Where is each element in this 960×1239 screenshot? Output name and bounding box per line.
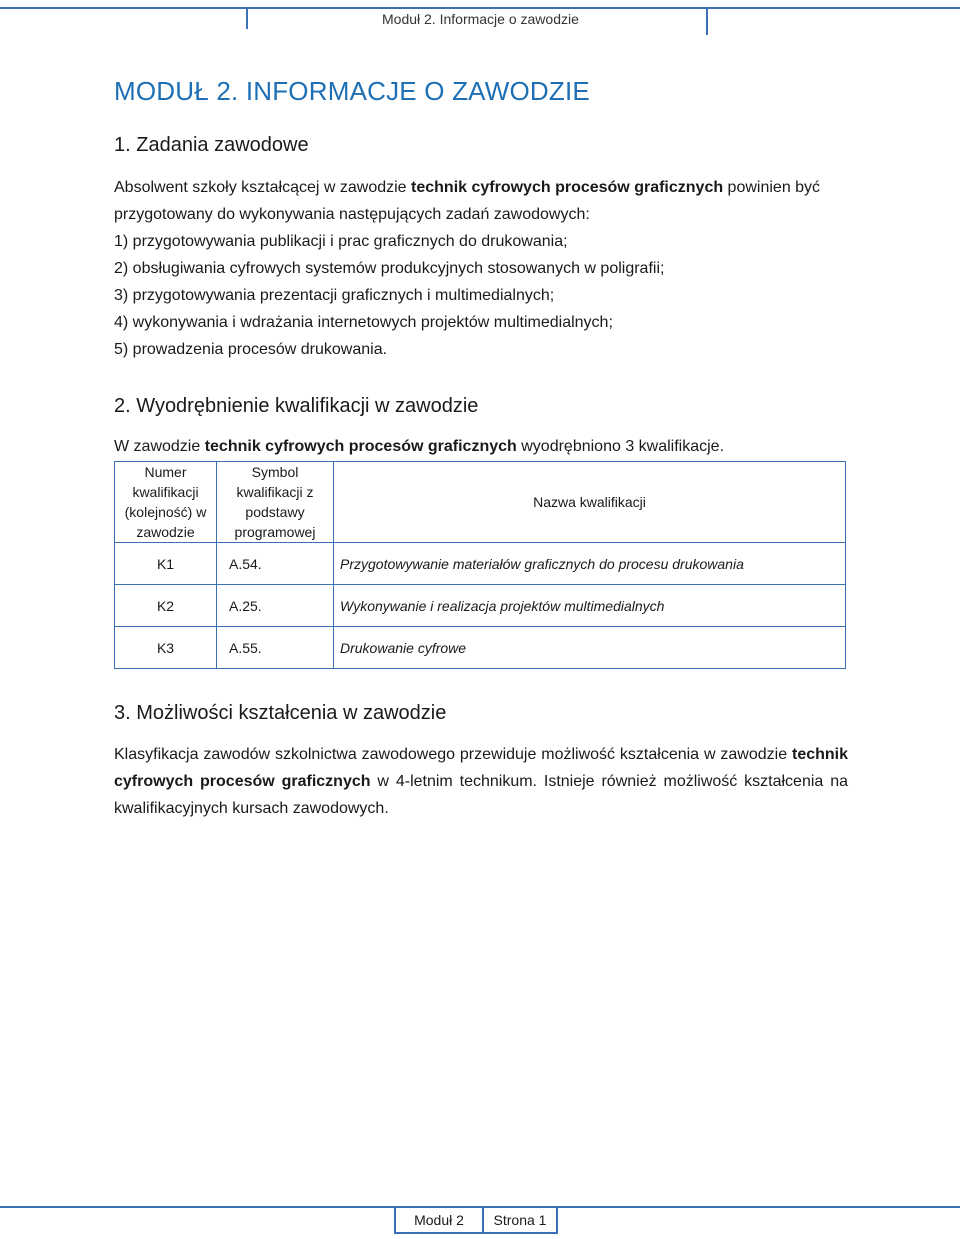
qualification-name: Przygotowywanie materiałów graficznych do procesu drukowania (334, 543, 846, 585)
table-row (115, 585, 846, 627)
qualification-symbol: A.55. (217, 627, 334, 669)
qualification-number: K3 (115, 627, 217, 669)
running-header-text: Moduł 2. Informacje o zawodzie (382, 11, 579, 27)
list-item: 2) obsługiwania cyfrowych systemów produkcyjnych stosowanych w poligrafii; (114, 260, 665, 277)
running-header (248, 7, 708, 31)
intro-text: W zawodzie (114, 438, 205, 455)
page-title: MODUŁ 2. INFORMACJE O ZAWODZIE (114, 76, 590, 106)
list-item: 3) przygotowywania prezentacji graficznych i multimedialnych; (114, 287, 555, 304)
header-rule-right (706, 7, 960, 35)
intro-text-end: powinien być przygotowany do wykonywania następujących zadań zawodowych: (114, 179, 821, 223)
list-item: 5) prowadzenia procesów drukowania. (114, 341, 388, 358)
table-row (115, 543, 846, 585)
list-item: 1) przygotowywania publikacji i prac graficznych do drukowania; (114, 233, 568, 250)
section-2-intro (114, 433, 848, 460)
profession-name: technik cyfrowych procesów graficznych (411, 179, 724, 196)
footer-rule-left (0, 1206, 394, 1208)
footer-page-number: Strona 1 (482, 1206, 558, 1234)
qualification-name: Wykonywanie i realizacja projektów multimedialnych (334, 585, 846, 627)
section-2-heading: 2. Wyodrębnienie kwalifikacji w zawodzie (114, 395, 479, 417)
section-1-heading: 1. Zadania zawodowe (114, 134, 309, 156)
list-item: 4) wykonywania i wdrażania internetowych projektów multimedialnych; (114, 314, 613, 331)
column-header-name: Nazwa kwalifikacji (334, 462, 846, 543)
profession-name: technik cyfrowych procesów graficznych (114, 746, 848, 790)
body-text-end: w 4-letnim technikum. Istnieje również możliwość kształcenia na kwalifikacyjnych kursach zawodowych. (114, 773, 848, 817)
section-1-intro (114, 174, 848, 228)
profession-name: technik cyfrowych procesów graficznych (204, 438, 517, 455)
qualification-number: K2 (115, 585, 217, 627)
footer-module: Moduł 2 (394, 1206, 484, 1234)
header-rule-left (0, 7, 248, 29)
qualification-symbol: A.25. (217, 585, 334, 627)
qualifications-table (114, 461, 846, 669)
qualification-symbol: A.54. (217, 543, 334, 585)
column-header-number: Numer kwalifikacji (kolejność) w zawodzie (115, 462, 217, 543)
task-list (114, 228, 664, 363)
qualification-name: Drukowanie cyfrowe (334, 627, 846, 669)
intro-text-end: wyodrębniono 3 kwalifikacje. (516, 438, 725, 455)
body-text: Klasyfikacja zawodów szkolnictwa zawodowego przewiduje możliwość kształcenia w zawodzie (114, 746, 792, 763)
table-header-row (115, 462, 846, 543)
footer-rule-right (556, 1206, 960, 1208)
column-header-symbol: Symbol kwalifikacji z podstawy programowej (217, 462, 334, 543)
qualification-number: K1 (115, 543, 217, 585)
section-3-heading: 3. Możliwości kształcenia w zawodzie (114, 702, 447, 724)
intro-text: Absolwent szkoły kształcącej w zawodzie (114, 179, 412, 196)
section-3-text (114, 741, 848, 822)
table-row (115, 627, 846, 669)
